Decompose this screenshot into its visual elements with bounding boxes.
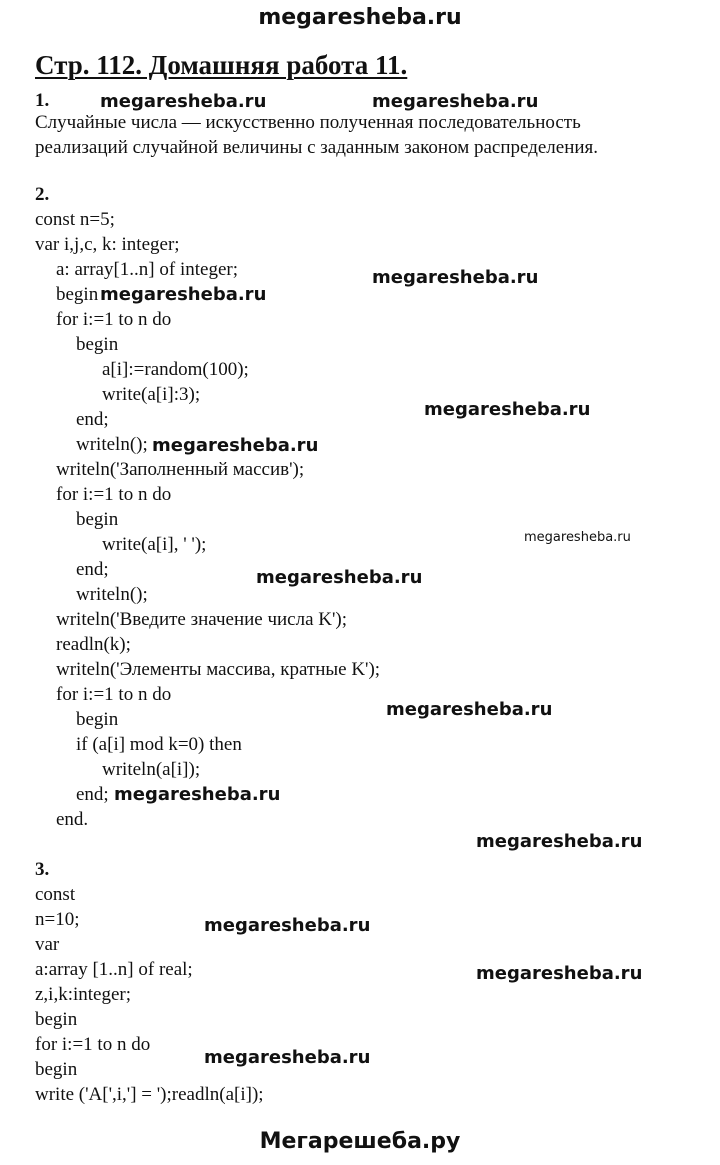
- code-line: writeln('Введите значение числа K');: [56, 609, 348, 630]
- site-footer-logo: Мегарешеба.ру: [259, 1129, 461, 1154]
- code-line: const: [35, 884, 76, 905]
- watermark: megaresheba.ru: [204, 915, 371, 936]
- code-line: n=10;: [35, 909, 80, 930]
- page-title: Стр. 112. Домашняя работа 11.: [35, 50, 408, 80]
- watermark: megaresheba.ru: [476, 963, 643, 984]
- code-line: begin: [35, 1059, 78, 1080]
- code-line: end;: [76, 409, 109, 430]
- code-line: write(a[i]:3);: [102, 384, 201, 405]
- code-line: begin: [76, 509, 119, 530]
- code-line: z,i,k:integer;: [35, 984, 132, 1005]
- watermark: megaresheba.ru: [476, 831, 643, 852]
- code-line: for i:=1 to n do: [56, 684, 172, 705]
- code-line: writeln('Заполненный массив');: [56, 459, 305, 480]
- watermark: megaresheba.ru: [372, 91, 539, 112]
- code-line: a: array[1..n] of integer;: [56, 259, 238, 280]
- code-line: writeln('Элементы массива, кратные K');: [56, 659, 381, 680]
- code-line: writeln();: [76, 584, 148, 605]
- watermark: megaresheba.ru: [114, 784, 281, 805]
- watermark: megaresheba.ru: [424, 399, 591, 420]
- code-line: var i,j,c, k: integer;: [35, 234, 180, 255]
- code-line: end;: [76, 559, 109, 580]
- watermark: megaresheba.ru: [100, 284, 267, 305]
- code-line: writeln(a[i]);: [102, 759, 201, 780]
- code-line: for i:=1 to n do: [35, 1034, 151, 1055]
- code-line: begin: [76, 334, 119, 355]
- watermark: megaresheba.ru: [100, 91, 267, 112]
- code-line: begin: [35, 1009, 78, 1030]
- site-header-logo: megaresheba.ru: [258, 5, 462, 30]
- task-1-line: Случайные числа — искусственно полученная последовательность: [35, 112, 581, 133]
- code-line: var: [35, 934, 60, 955]
- task-1-line: реализаций случайной величины с заданным законом распределения.: [35, 137, 599, 158]
- watermark: megaresheba.ru: [372, 267, 539, 288]
- code-line: for i:=1 to n do: [56, 484, 172, 505]
- code-line: write(a[i], ' ');: [102, 534, 207, 555]
- watermark: megaresheba.ru: [152, 435, 319, 456]
- task-3-number: 3.: [35, 859, 50, 880]
- code-line: a[i]:=random(100);: [102, 359, 249, 380]
- code-line: writeln();: [76, 434, 148, 455]
- watermark: megaresheba.ru: [524, 530, 631, 545]
- task-1-number: 1.: [35, 90, 50, 111]
- watermark: megaresheba.ru: [256, 567, 423, 588]
- code-line: const n=5;: [35, 209, 115, 230]
- task-2-number: 2.: [35, 184, 50, 205]
- code-line: a:array [1..n] of real;: [35, 959, 193, 980]
- code-line: if (a[i] mod k=0) then: [76, 734, 242, 755]
- code-line: end;: [76, 784, 109, 805]
- code-line: end.: [56, 809, 89, 830]
- code-line: readln(k);: [56, 634, 131, 655]
- code-line: begin: [76, 709, 119, 730]
- watermark: megaresheba.ru: [204, 1047, 371, 1068]
- code-line: write ('A[',i,'] = ');readln(a[i]);: [35, 1084, 264, 1105]
- watermark: megaresheba.ru: [386, 699, 553, 720]
- code-line: begin: [56, 284, 99, 305]
- code-line: for i:=1 to n do: [56, 309, 172, 330]
